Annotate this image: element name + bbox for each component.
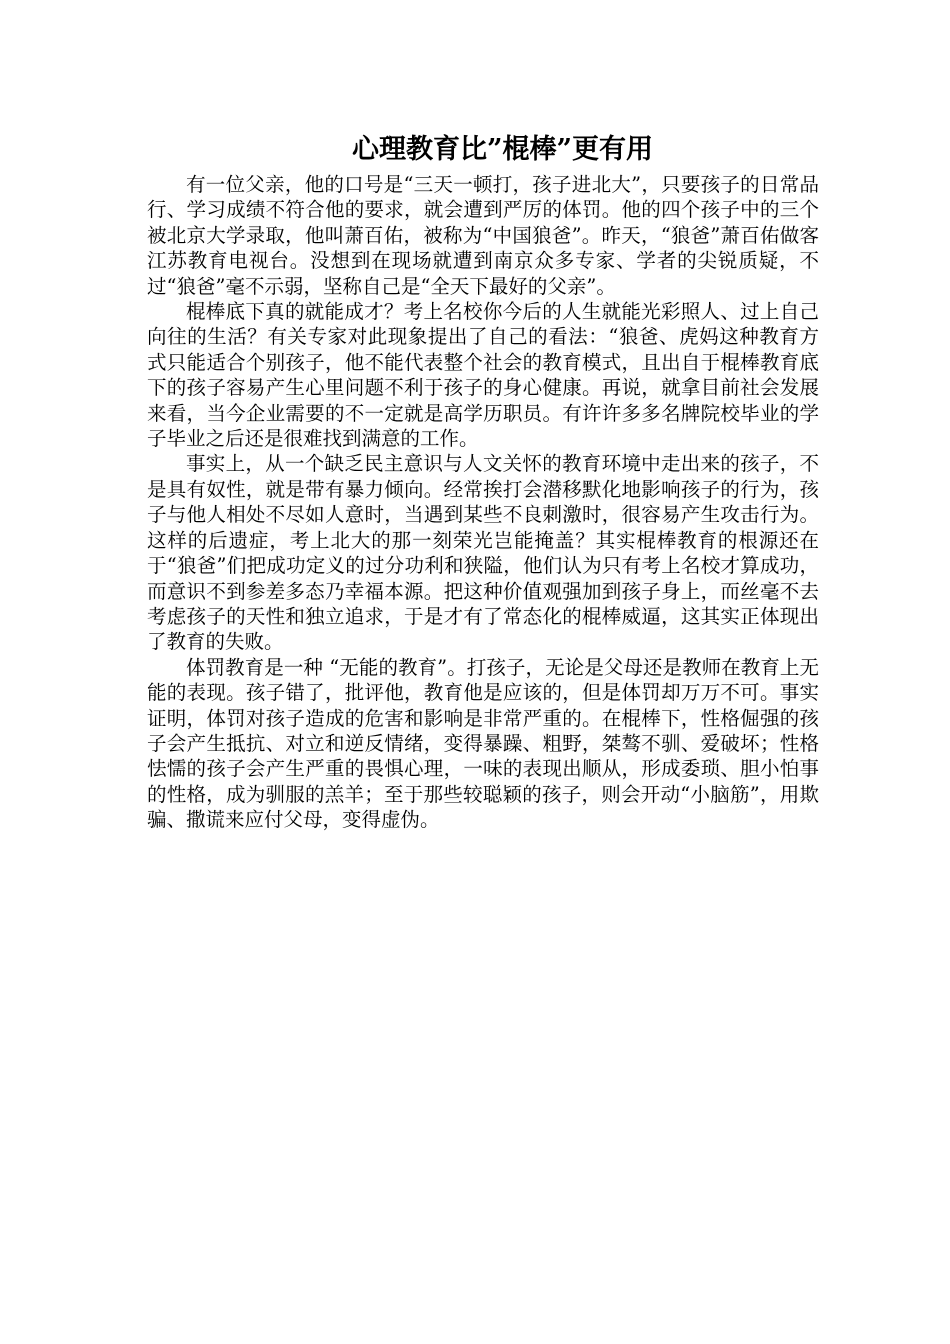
document-body <box>147 172 819 833</box>
paragraph-2: 棍棒底下真的就能成才？考上名校你今后的人生就能光彩照人、过上自己向往的生活？有关专家对此现象提出了自己的看法：“狼爸、虎妈这种教育方式只能适合个别孩子，他不能代表整个社会的教育模式，且出自于棍棒教育底下的孩子容易产生心里问题不利于孩子的身心健康。再说，就拿目前社会发展来看，当今企业需要的不一定就是高学历职员。有许许多多名牌院校毕业的学子毕业之后还是很难找到满意的工作。 <box>147 300 819 451</box>
paragraph-4: 体罚教育是一种 “无能的教育”。打孩子，无论是父母还是教师在教育上无能的表现。孩子错了，批评他，教育他是应该的，但是体罚却万万不可。事实证明，体罚对孩子造成的危害和影响是非常严重的。在棍棒下，性格倔强的孩子会产生抵抗、对立和逆反情绪，变得暴躁、粗野，桀骜不驯、爱破坏；性格怯懦的孩子会产生严重的畏惧心理，一味的表现出顺从，形成委琐、胆小怕事的性格，成为驯服的羔羊；至于那些较聪颖的孩子，则会开动“小脑筋”，用欺骗、撒谎来应付父母，变得虚伪。 <box>147 655 819 832</box>
document-title: 心理教育比”棍棒”更有用 <box>351 134 654 165</box>
paragraph-3: 事实上，从一个缺乏民主意识与人文关怀的教育环境中走出来的孩子，不是具有奴性，就是带有暴力倾向。经常挨打会潜移默化地影响孩子的行为，孩子与他人相处不尽如人意时，当遇到某些不良刺激时，很容易产生攻击行为。这样的后遗症，考上北大的那一刻荣光岂能掩盖？其实棍棒教育的根源还在于“狼爸”们把成功定义的过分功利和狭隘，他们认为只有考上名校才算成功，而意识不到参差多态乃幸福本源。把这种价值观强加到孩子身上，而丝毫不去考虑孩子的天性和独立追求，于是才有了常态化的棍棒威逼，这其实正体现出了教育的失败。 <box>147 452 819 654</box>
paragraph-1: 有一位父亲，他的口号是“三天一顿打，孩子进北大”，只要孩子的日常品行、学习成绩不符合他的要求，就会遭到严厉的体罚。他的四个孩子中的三个被北京大学录取，他叫萧百佑，被称为“中国狼爸”。昨天，“狼爸”萧百佑做客江苏教育电视台。没想到在现场就遭到南京众多专家、学者的尖锐质疑，不过“狼爸”毫不示弱，坚称自己是“全天下最好的父亲”。 <box>147 173 819 298</box>
